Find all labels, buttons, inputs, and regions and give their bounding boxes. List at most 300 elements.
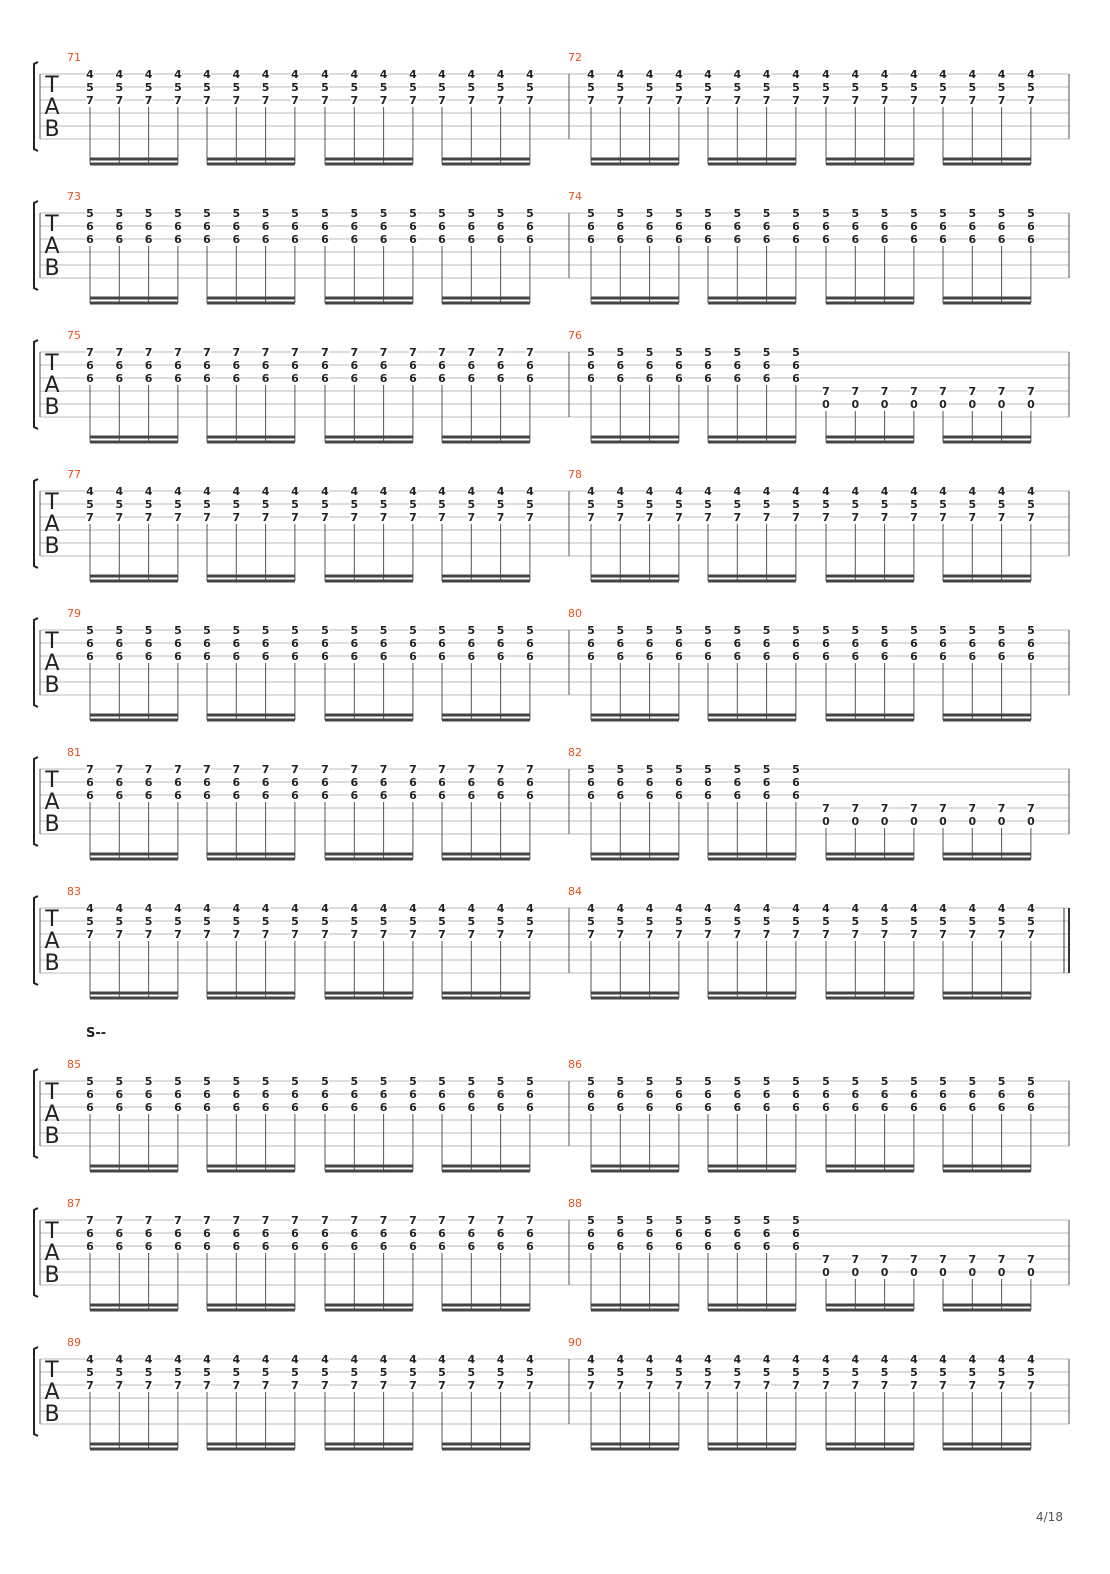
fret-number: 7 (144, 1379, 153, 1392)
fret-number: 4 (379, 68, 388, 81)
fret-number: 4 (675, 68, 683, 81)
fret-number: 4 (851, 1353, 860, 1366)
fret-number: 5 (792, 81, 800, 94)
measure-number: 73 (67, 190, 81, 203)
fret-number: 5 (733, 81, 742, 94)
fret-number: 7 (822, 385, 830, 398)
fret-number: 6 (379, 372, 388, 385)
fret-number: 6 (587, 650, 595, 663)
fret-number: 5 (733, 915, 742, 928)
fret-number: 6 (616, 1240, 625, 1253)
fret-number: 0 (1027, 815, 1035, 828)
fret-number: 6 (321, 1101, 329, 1114)
fret-number: 5 (467, 81, 476, 94)
fret-number: 7 (1027, 94, 1035, 107)
fret-number: 5 (645, 1075, 654, 1088)
fret-number: 6 (174, 1101, 182, 1114)
fret-number: 7 (762, 511, 771, 524)
measure-number: 87 (67, 1197, 81, 1210)
fret-number: 5 (86, 207, 94, 220)
fret-number: 5 (704, 207, 712, 220)
measure-number: 75 (67, 329, 81, 342)
fret-number: 5 (792, 498, 800, 511)
fret-number: 4 (645, 485, 654, 498)
fret-number: 7 (1027, 511, 1035, 524)
fret-number: 6 (939, 1088, 947, 1101)
fret-number: 6 (968, 233, 977, 246)
measure-number: 79 (67, 607, 81, 620)
fret-number: 6 (587, 1227, 595, 1240)
fret-number: 5 (350, 624, 359, 637)
fret-number: 7 (86, 1379, 94, 1392)
fret-number: 6 (792, 233, 800, 246)
fret-number: 6 (496, 637, 505, 650)
fret-number: 7 (822, 1253, 830, 1266)
fret-number: 6 (379, 1227, 388, 1240)
measure-number: 78 (568, 468, 582, 481)
fret-number: 6 (526, 1240, 534, 1253)
fret-number: 5 (115, 1366, 124, 1379)
fret-number: 7 (174, 1379, 182, 1392)
fret-number: 5 (409, 207, 417, 220)
fret-number: 5 (762, 81, 771, 94)
measure-number: 82 (568, 746, 582, 759)
fret-number: 6 (174, 220, 182, 233)
fret-number: 6 (379, 1240, 388, 1253)
fret-number: 7 (232, 763, 241, 776)
fret-number: 6 (616, 220, 625, 233)
fret-number: 6 (350, 650, 359, 663)
fret-number: 5 (86, 498, 94, 511)
fret-number: 5 (587, 915, 595, 928)
fret-number: 7 (587, 94, 595, 107)
fret-number: 4 (86, 1353, 94, 1366)
tab-clef-letter: A (44, 234, 60, 259)
system-bracket (34, 1208, 38, 1297)
fret-number: 5 (704, 81, 712, 94)
fret-number: 6 (350, 1240, 359, 1253)
fret-number: 7 (968, 802, 977, 815)
fret-number: 5 (822, 1366, 830, 1379)
fret-number: 6 (822, 1101, 830, 1114)
fret-number: 5 (261, 915, 270, 928)
fret-number: 6 (261, 1101, 270, 1114)
fret-number: 5 (203, 624, 211, 637)
fret-number: 7 (115, 1214, 124, 1227)
fret-number: 5 (704, 346, 712, 359)
fret-number: 4 (379, 902, 388, 915)
fret-number: 5 (496, 915, 505, 928)
measure-number: 88 (568, 1197, 582, 1210)
fret-number: 6 (321, 637, 329, 650)
fret-number: 4 (733, 1353, 742, 1366)
fret-number: 5 (86, 624, 94, 637)
fret-number: 6 (496, 359, 505, 372)
fret-number: 5 (704, 624, 712, 637)
fret-number: 4 (704, 902, 712, 915)
fret-number: 4 (822, 485, 830, 498)
fret-number: 6 (645, 650, 654, 663)
fret-number: 6 (86, 233, 94, 246)
fret-number: 7 (144, 346, 153, 359)
fret-number: 6 (409, 1101, 417, 1114)
fret-number: 5 (880, 624, 889, 637)
fret-number: 4 (762, 1353, 771, 1366)
fret-number: 5 (409, 1075, 417, 1088)
fret-number: 6 (939, 220, 947, 233)
fret-number: 6 (379, 650, 388, 663)
fret-number: 7 (379, 94, 388, 107)
fret-number: 5 (526, 915, 534, 928)
fret-number: 6 (203, 1227, 211, 1240)
measure-number: 74 (568, 190, 582, 203)
fret-number: 6 (645, 789, 654, 802)
fret-number: 6 (86, 650, 94, 663)
fret-number: 6 (1027, 1088, 1035, 1101)
fret-number: 6 (321, 789, 329, 802)
tab-clef-letter: A (44, 1102, 60, 1127)
fret-number: 5 (792, 1075, 800, 1088)
fret-number: 5 (174, 498, 182, 511)
fret-number: 5 (232, 207, 241, 220)
fret-number: 6 (910, 1101, 918, 1114)
fret-number: 5 (616, 346, 625, 359)
fret-number: 6 (174, 789, 182, 802)
fret-number: 6 (645, 1227, 654, 1240)
fret-number: 5 (733, 346, 742, 359)
fret-number: 5 (822, 498, 830, 511)
fret-number: 7 (910, 928, 918, 941)
fret-number: 7 (86, 1214, 94, 1227)
fret-number: 7 (616, 511, 625, 524)
fret-number: 6 (704, 233, 712, 246)
fret-number: 5 (203, 81, 211, 94)
fret-number: 5 (232, 1366, 241, 1379)
fret-number: 6 (968, 650, 977, 663)
tab-clef-letter: B (44, 256, 60, 281)
fret-number: 7 (144, 763, 153, 776)
fret-number: 0 (939, 815, 947, 828)
fret-number: 6 (704, 1240, 712, 1253)
fret-number: 4 (174, 902, 182, 915)
fret-number: 6 (733, 776, 742, 789)
fret-number: 5 (115, 207, 124, 220)
fret-number: 4 (851, 902, 860, 915)
fret-number: 6 (409, 359, 417, 372)
fret-number: 6 (115, 1227, 124, 1240)
fret-number: 6 (232, 1227, 241, 1240)
fret-number: 6 (115, 372, 124, 385)
fret-number: 7 (321, 94, 329, 107)
fret-number: 5 (291, 915, 299, 928)
fret-number: 6 (822, 637, 830, 650)
fret-number: 6 (645, 1101, 654, 1114)
fret-number: 5 (733, 1214, 742, 1227)
fret-number: 6 (115, 220, 124, 233)
fret-number: 5 (587, 1366, 595, 1379)
fret-number: 6 (939, 1101, 947, 1114)
fret-number: 7 (350, 763, 359, 776)
fret-number: 6 (321, 776, 329, 789)
fret-number: 6 (350, 220, 359, 233)
fret-number: 0 (822, 398, 830, 411)
fret-number: 6 (144, 233, 153, 246)
fret-number: 7 (379, 928, 388, 941)
section-marker: S-- (86, 1026, 107, 1041)
fret-number: 6 (675, 637, 683, 650)
fret-number: 6 (675, 220, 683, 233)
fret-number: 5 (409, 915, 417, 928)
fret-number: 4 (968, 485, 977, 498)
fret-number: 6 (822, 233, 830, 246)
fret-number: 6 (496, 1101, 505, 1114)
fret-number: 7 (822, 94, 830, 107)
fret-number: 5 (675, 763, 683, 776)
fret-number: 0 (997, 398, 1006, 411)
fret-number: 5 (587, 763, 595, 776)
fret-number: 6 (733, 359, 742, 372)
fret-number: 5 (379, 81, 388, 94)
fret-number: 7 (526, 928, 534, 941)
system-bracket (34, 757, 38, 846)
fret-number: 6 (115, 637, 124, 650)
fret-number: 4 (467, 902, 476, 915)
fret-number: 6 (526, 372, 534, 385)
fret-number: 5 (115, 1075, 124, 1088)
fret-number: 6 (822, 1088, 830, 1101)
fret-number: 7 (409, 928, 417, 941)
fret-number: 5 (762, 915, 771, 928)
fret-number: 6 (409, 220, 417, 233)
tab-clef-letter: A (44, 373, 60, 398)
fret-number: 4 (232, 902, 241, 915)
fret-number: 7 (1027, 1379, 1035, 1392)
fret-number: 6 (587, 789, 595, 802)
fret-number: 6 (261, 650, 270, 663)
fret-number: 7 (174, 928, 182, 941)
fret-number: 7 (968, 511, 977, 524)
fret-number: 6 (526, 776, 534, 789)
fret-number: 5 (291, 207, 299, 220)
fret-number: 6 (86, 1227, 94, 1240)
fret-number: 6 (321, 359, 329, 372)
fret-number: 7 (232, 928, 241, 941)
fret-number: 5 (587, 498, 595, 511)
fret-number: 7 (851, 1379, 860, 1392)
fret-number: 7 (526, 94, 534, 107)
fret-number: 5 (438, 1075, 446, 1088)
fret-number: 7 (438, 1379, 446, 1392)
fret-number: 4 (144, 485, 153, 498)
fret-number: 5 (792, 1214, 800, 1227)
fret-number: 5 (762, 1214, 771, 1227)
fret-number: 5 (144, 498, 153, 511)
fret-number: 5 (467, 207, 476, 220)
fret-number: 5 (880, 1366, 889, 1379)
fret-number: 6 (174, 1240, 182, 1253)
fret-number: 5 (968, 1075, 977, 1088)
fret-number: 7 (467, 346, 476, 359)
fret-number: 7 (587, 511, 595, 524)
fret-number: 5 (733, 624, 742, 637)
fret-number: 7 (496, 346, 505, 359)
fret-number: 7 (321, 763, 329, 776)
fret-number: 5 (762, 763, 771, 776)
fret-number: 6 (822, 220, 830, 233)
fret-number: 7 (203, 94, 211, 107)
fret-number: 5 (704, 763, 712, 776)
fret-number: 4 (1027, 902, 1035, 915)
measure-number: 71 (67, 51, 81, 64)
fret-number: 6 (939, 637, 947, 650)
fret-number: 5 (733, 763, 742, 776)
fret-number: 7 (409, 763, 417, 776)
fret-number: 7 (762, 94, 771, 107)
fret-number: 5 (496, 1366, 505, 1379)
fret-number: 6 (291, 1227, 299, 1240)
fret-number: 7 (203, 928, 211, 941)
fret-number: 6 (261, 776, 270, 789)
fret-number: 6 (203, 359, 211, 372)
fret-number: 6 (232, 233, 241, 246)
fret-number: 4 (704, 1353, 712, 1366)
fret-number: 4 (733, 485, 742, 498)
fret-number: 4 (997, 485, 1006, 498)
fret-number: 6 (438, 233, 446, 246)
page-number: 4/18 (1036, 1510, 1063, 1524)
fret-number: 6 (968, 1088, 977, 1101)
fret-number: 7 (1027, 802, 1035, 815)
fret-number: 4 (997, 68, 1006, 81)
fret-number: 7 (851, 94, 860, 107)
fret-number: 6 (880, 220, 889, 233)
fret-number: 5 (645, 81, 654, 94)
tab-clef-letter: B (44, 395, 60, 420)
fret-number: 7 (616, 94, 625, 107)
fret-number: 5 (851, 624, 860, 637)
fret-number: 7 (467, 928, 476, 941)
fret-number: 6 (232, 1101, 241, 1114)
fret-number: 4 (733, 902, 742, 915)
fret-number: 5 (997, 1075, 1006, 1088)
fret-number: 6 (291, 637, 299, 650)
fret-number: 6 (174, 1088, 182, 1101)
measure-number: 90 (568, 1336, 582, 1349)
fret-number: 6 (616, 1227, 625, 1240)
fret-number: 6 (438, 1101, 446, 1114)
fret-number: 5 (587, 1075, 595, 1088)
fret-number: 6 (409, 650, 417, 663)
fret-number: 5 (762, 346, 771, 359)
fret-number: 6 (291, 372, 299, 385)
fret-number: 4 (438, 485, 446, 498)
fret-number: 6 (496, 650, 505, 663)
fret-number: 5 (822, 1075, 830, 1088)
fret-number: 7 (467, 763, 476, 776)
fret-number: 5 (86, 1366, 94, 1379)
fret-number: 6 (379, 776, 388, 789)
fret-number: 5 (379, 915, 388, 928)
fret-number: 6 (379, 637, 388, 650)
fret-number: 7 (496, 1214, 505, 1227)
fret-number: 4 (409, 68, 417, 81)
fret-number: 5 (675, 624, 683, 637)
fret-number: 5 (174, 1075, 182, 1088)
fret-number: 4 (467, 485, 476, 498)
fret-number: 6 (762, 220, 771, 233)
fret-number: 4 (203, 1353, 211, 1366)
fret-number: 5 (261, 624, 270, 637)
fret-number: 7 (645, 511, 654, 524)
fret-number: 4 (880, 68, 889, 81)
fret-number: 6 (203, 220, 211, 233)
fret-number: 7 (880, 511, 889, 524)
fret-number: 4 (496, 902, 505, 915)
fret-number: 4 (526, 1353, 534, 1366)
fret-number: 6 (704, 650, 712, 663)
fret-number: 5 (115, 498, 124, 511)
tab-clef-letter: T (45, 907, 59, 932)
fret-number: 7 (174, 511, 182, 524)
fret-number: 6 (86, 1088, 94, 1101)
fret-number: 4 (762, 485, 771, 498)
fret-number: 4 (115, 1353, 124, 1366)
fret-number: 4 (968, 902, 977, 915)
fret-number: 5 (792, 624, 800, 637)
fret-number: 5 (409, 1366, 417, 1379)
fret-number: 6 (174, 359, 182, 372)
fret-number: 6 (232, 1088, 241, 1101)
fret-number: 5 (496, 81, 505, 94)
fret-number: 5 (675, 1366, 683, 1379)
fret-number: 5 (526, 81, 534, 94)
fret-number: 6 (587, 1101, 595, 1114)
fret-number: 6 (438, 1088, 446, 1101)
fret-number: 4 (438, 68, 446, 81)
fret-number: 6 (645, 776, 654, 789)
fret-number: 5 (321, 624, 329, 637)
fret-number: 6 (115, 776, 124, 789)
fret-number: 5 (733, 1366, 742, 1379)
fret-number: 7 (968, 94, 977, 107)
fret-number: 7 (587, 1379, 595, 1392)
fret-number: 7 (792, 94, 800, 107)
fret-number: 7 (910, 1253, 918, 1266)
fret-number: 6 (144, 1227, 153, 1240)
fret-number: 6 (115, 233, 124, 246)
fret-number: 5 (968, 207, 977, 220)
fret-number: 7 (232, 346, 241, 359)
fret-number: 5 (822, 915, 830, 928)
fret-number: 6 (645, 233, 654, 246)
fret-number: 7 (910, 1379, 918, 1392)
fret-number: 5 (526, 1366, 534, 1379)
fret-number: 4 (321, 68, 329, 81)
fret-number: 5 (409, 81, 417, 94)
fret-number: 6 (733, 789, 742, 802)
fret-number: 6 (144, 789, 153, 802)
fret-number: 0 (939, 1266, 947, 1279)
fret-number: 6 (144, 220, 153, 233)
fret-number: 7 (822, 928, 830, 941)
fret-number: 6 (645, 1088, 654, 1101)
fret-number: 0 (997, 815, 1006, 828)
fret-number: 5 (438, 915, 446, 928)
fret-number: 0 (880, 815, 889, 828)
fret-number: 5 (496, 1075, 505, 1088)
fret-number: 6 (733, 220, 742, 233)
fret-number: 5 (496, 498, 505, 511)
